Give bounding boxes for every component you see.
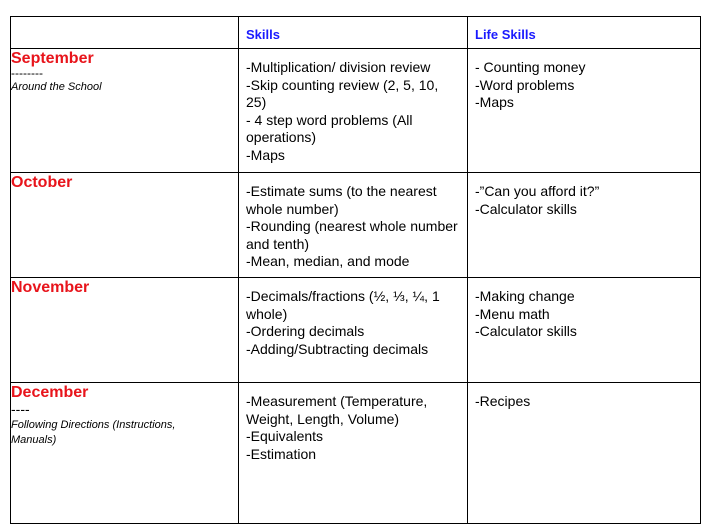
month-cell [11,49,239,173]
table-row-september [11,49,701,173]
month-divider: ---- [11,402,30,416]
month-name: October [11,174,73,191]
month-cell [11,383,239,524]
life-skills-cell [468,278,701,383]
skill-item: -Multiplication/ division review [246,59,431,75]
skill-item: -Estimation [246,445,317,462]
life-skill-item: -Calculator skills [475,323,577,339]
header-month-label [11,17,238,27]
header-cell-life-skills [468,17,701,49]
life-skill-item: -Recipes [475,393,531,409]
month-cell [11,278,239,383]
month-cell [11,173,239,278]
skills-cell [239,173,468,278]
table-row-october [11,173,701,278]
skill-item: -Maps [246,146,285,163]
skill-item: - 4 step word problems (All operations) [246,111,413,145]
skill-item: -Mean, median, and mode [246,253,410,269]
life-skill-item: -”Can you afford it?” [475,183,600,199]
month-theme: Around the School [11,81,102,93]
skills-cell [239,278,468,383]
skill-item: -Skip counting review (2, 5, 10, 25) [246,76,439,110]
header-row [11,17,701,49]
life-skills-cell [468,383,701,524]
skill-item: -Rounding (nearest whole number and tenth) [246,218,458,252]
life-skill-item: -Word problems [475,76,575,93]
header-cell-month [11,17,239,49]
month-name: November [11,279,90,296]
skill-item: -Decimals/fractions (½, ⅓, ¼, 1 whole) [246,288,440,322]
skill-item: -Measurement (Temperature, Weight, Length, Volume) [246,393,428,427]
month-name: December [11,384,89,401]
skill-item: -Equivalents [246,428,324,444]
skill-item: -Ordering decimals [246,323,365,339]
life-skill-item: - Counting money [475,59,586,75]
table-row-december [11,383,701,524]
month-name: September [11,50,94,67]
life-skill-item: -Menu math [475,305,550,322]
skill-item: -Adding/Subtracting decimals [246,340,429,357]
header-skills-label: Skills [246,27,280,42]
table-row-november [11,278,701,383]
life-skills-cell [468,49,701,173]
month-divider: -------- [11,68,43,78]
curriculum-table [10,16,701,524]
header-life-skills-label: Life Skills [475,27,536,42]
month-theme: Following Directions (Instructions, Manuals) [11,419,176,446]
life-skill-item: -Making change [475,288,575,304]
header-cell-skills [239,17,468,49]
life-skills-cell [468,173,701,278]
skills-cell [239,49,468,173]
skills-cell [239,383,468,524]
life-skill-item: -Calculator skills [475,200,577,217]
life-skill-item: -Maps [475,94,514,110]
skill-item: -Estimate sums (to the nearest whole number) [246,183,437,217]
